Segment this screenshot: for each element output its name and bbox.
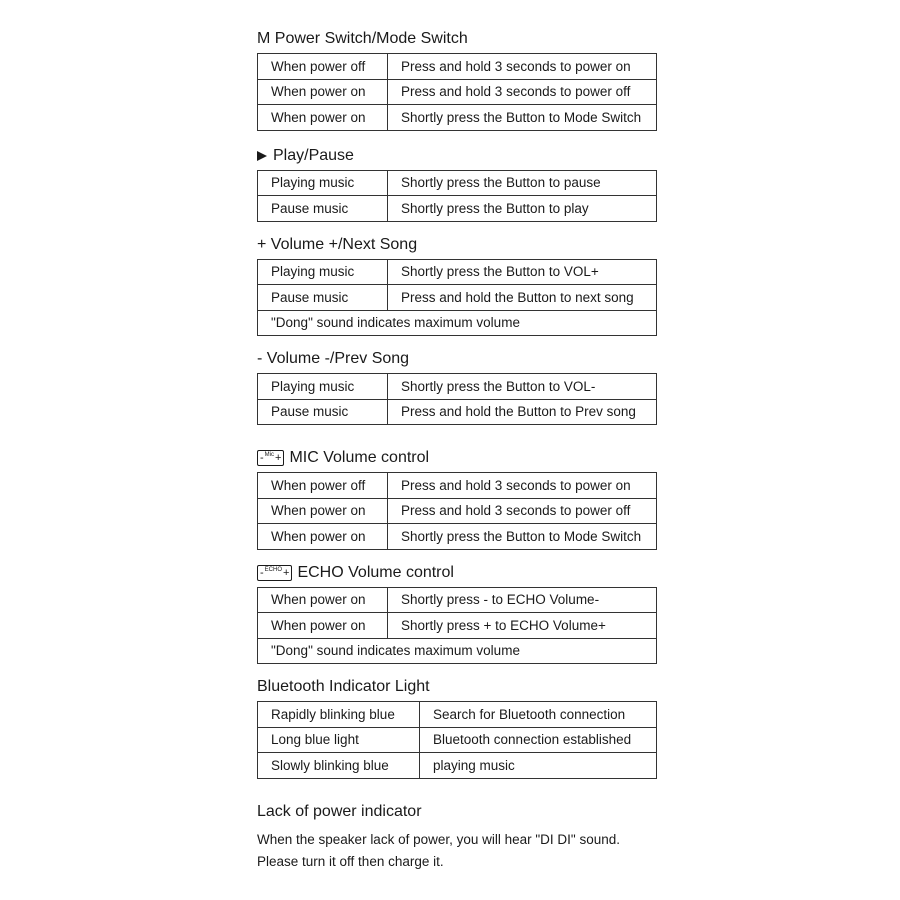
table-row <box>258 498 657 524</box>
table-row <box>258 285 657 311</box>
power-description <box>257 829 657 873</box>
table-cell-state: Playing music <box>258 259 388 285</box>
mic-icon-label: Mic <box>264 452 275 458</box>
table-cell-state: Pause music <box>258 285 388 311</box>
table-row <box>258 399 657 425</box>
section-title-text: Lack of power indicator <box>257 802 422 820</box>
table-cell-action: Press and hold the Button to next song <box>388 285 657 311</box>
table-row <box>258 587 657 613</box>
table-cell-state: Long blue light <box>258 727 420 753</box>
table-cell-state: When power on <box>258 498 388 524</box>
power-description-line: Please turn it off then charge it. <box>257 853 444 869</box>
table-cell-state: When power on <box>258 613 388 639</box>
section-title <box>257 234 657 256</box>
table-row <box>258 524 657 550</box>
table-row <box>258 374 657 400</box>
table-cell-action: Press and hold 3 seconds to power off <box>388 79 657 105</box>
table-cell-action: Shortly press - to ECHO Volume- <box>388 587 657 613</box>
table-cell-state: When power off <box>258 473 388 499</box>
section-volume-up-next <box>257 234 657 337</box>
table-cell-action: Shortly press the Button to Mode Switch <box>388 524 657 550</box>
table-cell-action: Shortly press the Button to Mode Switch <box>388 105 657 131</box>
section-title-text: Play/Pause <box>273 146 354 164</box>
table-cell-state: Slowly blinking blue <box>258 753 420 779</box>
mic-volume-table <box>257 472 657 550</box>
table-cell-action: Search for Bluetooth connection <box>420 702 657 728</box>
section-title <box>257 447 657 469</box>
table-cell-state: When power on <box>258 79 388 105</box>
table-row <box>258 170 657 196</box>
section-title-text: M Power Switch/Mode Switch <box>257 30 468 47</box>
table-cell-state: Pause music <box>258 196 388 222</box>
section-title <box>257 562 657 584</box>
section-power-indicator <box>257 801 657 873</box>
bluetooth-indicator-table <box>257 701 657 779</box>
table-row <box>258 473 657 499</box>
volume-down-table <box>257 373 657 425</box>
echo-volume-control-icon: - ECHO + <box>257 565 292 581</box>
section-mic-volume <box>257 447 657 550</box>
section-bluetooth-indicator <box>257 676 657 779</box>
table-row <box>258 105 657 131</box>
section-title-text: ECHO Volume control <box>297 563 454 581</box>
section-play-pause <box>257 145 657 222</box>
table-row <box>258 753 657 779</box>
table-row <box>258 54 657 80</box>
section-echo-volume <box>257 562 657 665</box>
table-row <box>258 310 657 336</box>
table-cell-action: Press and hold 3 seconds to power on <box>388 54 657 80</box>
play-icon <box>257 151 267 161</box>
table-row <box>258 702 657 728</box>
volume-up-table <box>257 259 657 337</box>
section-title-text: + Volume +/Next Song <box>257 235 418 253</box>
table-cell-action: Shortly press the Button to VOL- <box>388 374 657 400</box>
table-cell-state: When power on <box>258 105 388 131</box>
table-cell-action: Shortly press the Button to VOL+ <box>388 259 657 285</box>
table-cell-action: Bluetooth connection established <box>420 727 657 753</box>
play-pause-table <box>257 170 657 222</box>
table-cell-state: Rapidly blinking blue <box>258 702 420 728</box>
table-cell-state: Pause music <box>258 399 388 425</box>
table-cell-state: Playing music <box>258 170 388 196</box>
table-cell-action: Shortly press + to ECHO Volume+ <box>388 613 657 639</box>
table-row <box>258 259 657 285</box>
table-cell-action: Press and hold the Button to Prev song <box>388 399 657 425</box>
power-description-line: When the speaker lack of power, you will hear "DI DI" sound. <box>257 831 621 847</box>
table-note: "Dong" sound indicates maximum volume <box>258 638 657 664</box>
table-cell-action: Press and hold 3 seconds to power off <box>388 498 657 524</box>
table-cell-state: When power off <box>258 54 388 80</box>
table-cell-state: When power on <box>258 587 388 613</box>
table-note: "Dong" sound indicates maximum volume <box>258 310 657 336</box>
mic-volume-control-icon: - Mic + <box>257 450 284 466</box>
power-mode-table <box>257 53 657 131</box>
section-title <box>257 801 657 823</box>
section-title <box>257 145 657 167</box>
section-title-text: - Volume -/Prev Song <box>257 350 410 367</box>
table-row <box>258 727 657 753</box>
section-title <box>257 28 657 50</box>
table-cell-action: Shortly press the Button to pause <box>388 170 657 196</box>
table-row <box>258 638 657 664</box>
section-power-mode-switch <box>257 28 657 131</box>
table-cell-state: Playing music <box>258 374 388 400</box>
table-row <box>258 196 657 222</box>
table-cell-action: playing music <box>420 753 657 779</box>
echo-icon-label: ECHO <box>264 566 283 573</box>
table-row <box>258 79 657 105</box>
table-cell-action: Shortly press the Button to play <box>388 196 657 222</box>
manual-page <box>257 28 657 873</box>
table-cell-action: Press and hold 3 seconds to power on <box>388 473 657 499</box>
section-title <box>257 676 657 698</box>
table-row <box>258 613 657 639</box>
section-title <box>257 348 657 370</box>
table-cell-state: When power on <box>258 524 388 550</box>
section-title-text: Bluetooth Indicator Light <box>257 678 430 695</box>
section-title-text: MIC Volume control <box>289 449 430 466</box>
section-volume-down-prev <box>257 348 657 425</box>
echo-volume-table <box>257 587 657 665</box>
